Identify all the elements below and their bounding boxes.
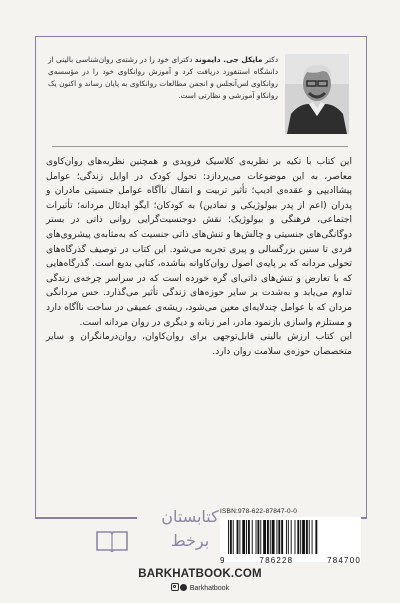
barcode-bar: [272, 520, 275, 554]
barcode-bar: [291, 520, 292, 554]
barcode-bar: [263, 520, 266, 554]
bio-prefix: دکتر: [262, 55, 279, 64]
barcode-bar: [300, 520, 301, 554]
barcode-bar: [239, 520, 240, 554]
barcode-bar: [286, 520, 287, 554]
barcode-bar: [267, 520, 269, 554]
barcode-bar: [312, 520, 313, 554]
publisher-website: BARKHATBOOK.COM: [138, 568, 262, 580]
barcode-bar: [228, 520, 229, 554]
barcode-bar: [288, 520, 289, 554]
barcode-bar: [276, 520, 277, 554]
barcode-bar: [309, 520, 310, 554]
barcode-bar: [278, 520, 280, 554]
publisher-logo-line-1: کتابستان: [161, 507, 219, 526]
barcode-bar: [295, 520, 296, 554]
barcode-bar: [230, 520, 232, 554]
author-photo: [285, 54, 349, 134]
section-divider: [52, 146, 348, 147]
book-description: [46, 155, 352, 359]
open-book-icon: [95, 528, 129, 552]
barcode-bar: [242, 520, 245, 554]
description-paragraph-1: این کتاب با تکیه بر نظریه‌ی کلاسیک فرویدی و همچنین نظریه‌های روان‌کاوی معاصر، به این موضوعات می‌پردازد: تحول کودک در اوایل زندگی؛ عوامل پیشاادیپی و عقده‌ی ادیپ؛ تأثیر تربیت و انتقال ناآگاه عوامل جنسیتی مادران و پدران (اعم از پدر بیولوژیکی و نمادین) به کودکان؛ ایگو ایدئال مردانه؛ تأثیرات اجتماعی، فرهنگی و بیولوژیک؛ نقش دوجنسیت‌گرایی روانی ذاتی در بستر دوگانگی‌های جنسیتی و چالش‌ها و تنش‌های ذاتی جنسیت که به‌مثابه‌ی پیشروی‌های فردی تا سنین بزرگسالی و پیری تجربه می‌شود. این کتاب در توصیف گذرگاه‌های تحولی مردانه که بر پایه‌ی اصول روان‌کاوانه بناشده، کتابی بدیع است. گذرگاه‌هایی که با تعارض و تنش‌های ذاتی‌ای گره خورده است که در سراسر چرخه‌ی زندگی تداوم می‌یابد و به‌شدت بر سایر حوزه‌های زندگی تأثیر می‌گذارد. حس مردانگی مردان که با عوامل چندلایه‌ای معین می‌شود، ریشه‌ی عمیقی در ساحت ناآگاه دارد و مستلزم واسازی بازنمود مادر، امر زنانه و دیگری در روان مردانه است.: [46, 157, 352, 328]
barcode-bar: [270, 520, 271, 554]
telegram-icon: [180, 584, 187, 591]
barcode-digits: [220, 556, 361, 565]
barcode-bar: [248, 520, 250, 554]
description-paragraph-2: این کتاب ارزش بالینی قابل‌توجهی برای روان‌کاوان، روان‌درمانگران و سایر متخصصان حوزه‌ی سلامت روان دارد.: [46, 332, 352, 357]
social-handle: [0, 583, 400, 592]
barcode-bar: [257, 520, 259, 554]
bio-text: دکترای خود را در رشته‌ی روان‌شناسی بالینی از دانشگاه استنفورد دریافت کرد و آموزش روانکاوی خود را در مؤسسه‌ی روانکاوی لس‌آنجلس و انجمن مطالعات روانکاوی به پایان رساند و اکنون یک روانکاو آموزشی و نظارتی است.: [48, 55, 278, 100]
barcode-digit-group-2: 786228: [259, 556, 294, 565]
isbn-label: ISBN:978-622-87847-0-0: [220, 508, 298, 515]
barcode-bar: [315, 520, 317, 554]
barcode-bar: [237, 520, 239, 554]
barcode-bar: [302, 520, 305, 554]
barcode-bar: [281, 520, 283, 554]
barcode-bar: [306, 520, 308, 554]
author-bio: [48, 54, 278, 102]
cover-frame-bottom-left: [35, 517, 137, 519]
barcode-bar: [260, 520, 261, 554]
barcode-bar: [246, 520, 247, 554]
barcode-bar: [233, 520, 234, 554]
barcode-digit-group-3: 784700: [327, 556, 361, 565]
instagram-icon: [171, 583, 179, 591]
author-name: مایکل جی. دایموند: [194, 55, 263, 64]
barcode-digit-group-1: 9: [220, 556, 226, 565]
barcode-bar: [256, 520, 257, 554]
publisher-logo-line-2: برخط: [170, 531, 210, 550]
barcode-bar: [297, 520, 299, 554]
social-handle-text: Barkhatbook: [189, 585, 230, 592]
barcode-bar: [252, 520, 253, 554]
